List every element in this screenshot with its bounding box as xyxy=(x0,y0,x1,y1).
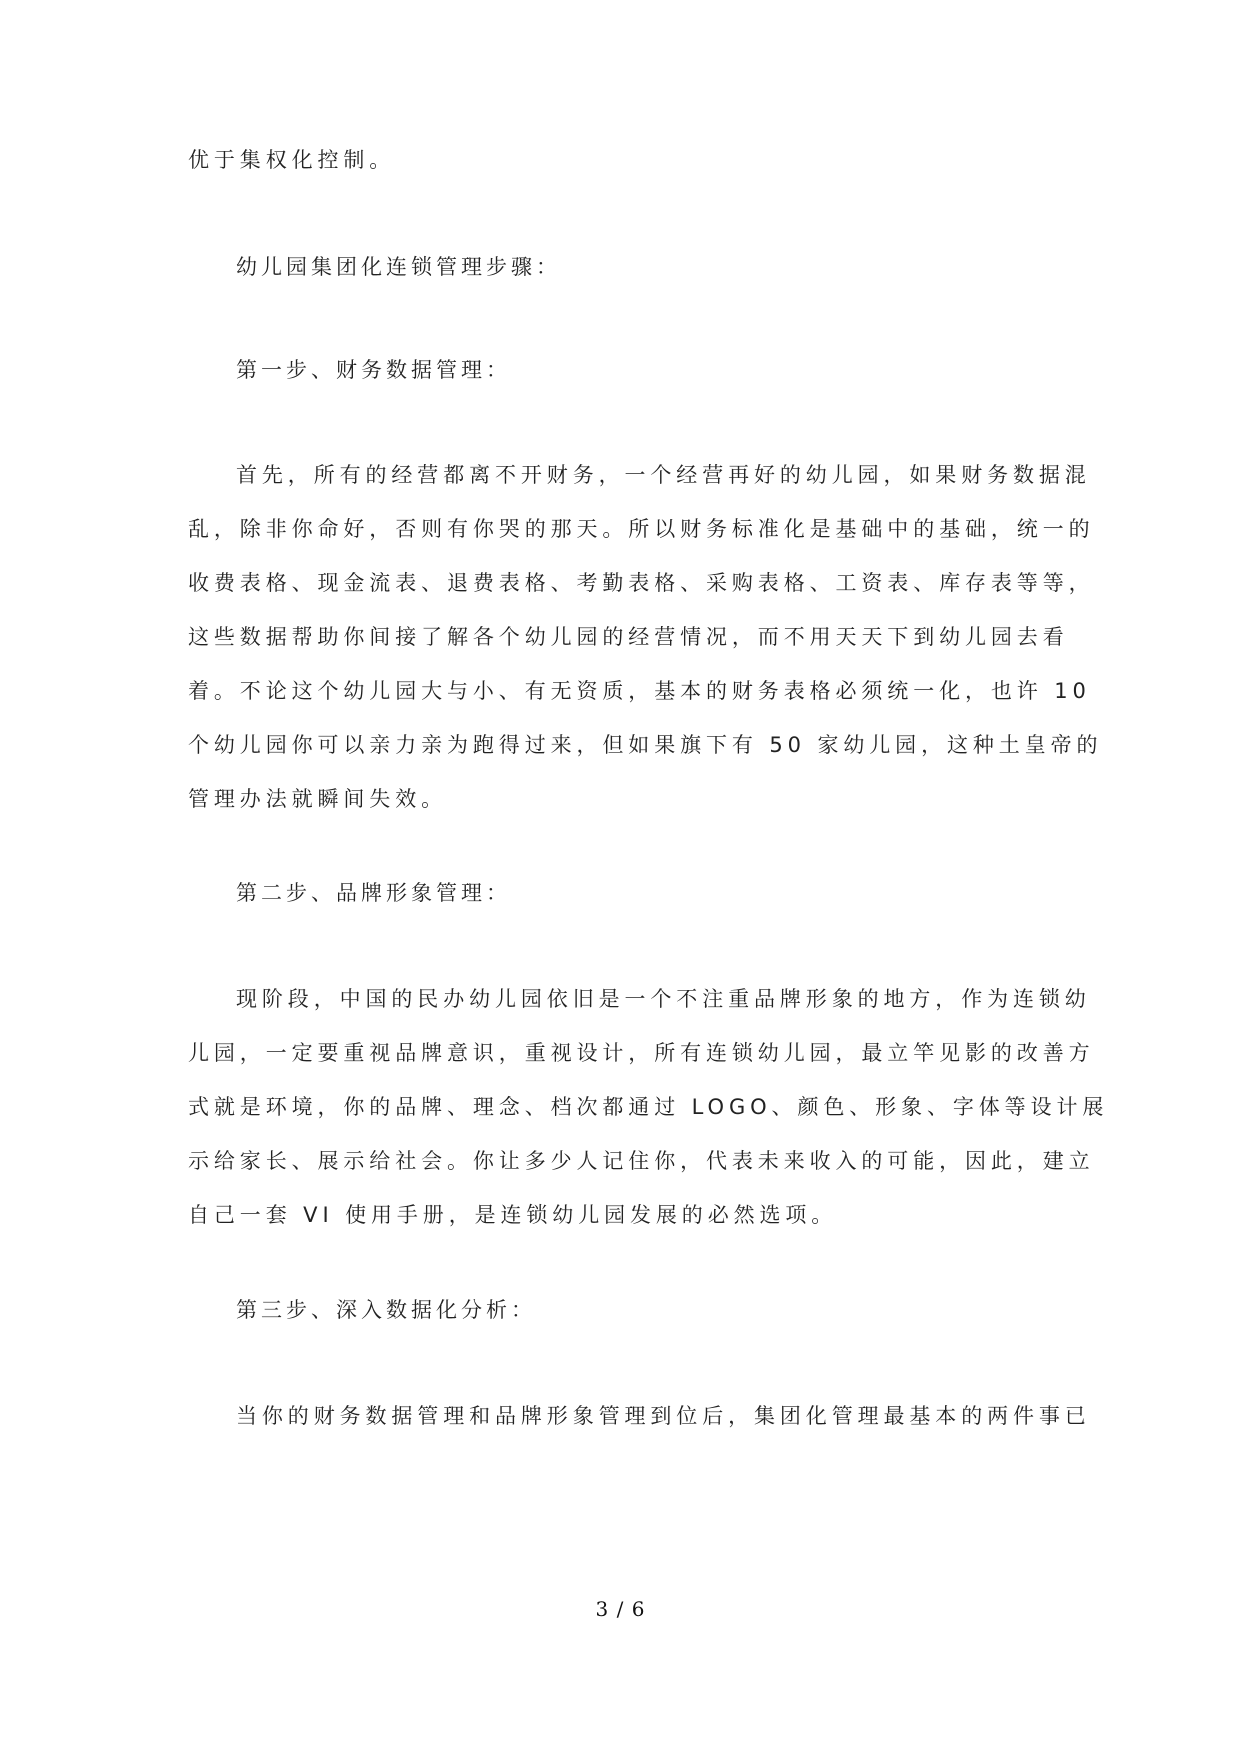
paragraph-line: 管理办法就瞬间失效。 xyxy=(188,787,447,811)
paragraph-line: 儿园，一定要重视品牌意识，重视设计，所有连锁幼儿园，最立竿见影的改善方 xyxy=(188,1041,1095,1065)
continued-paragraph-text: 优于集权化控制。 xyxy=(188,148,396,172)
paragraph-line: 这些数据帮助你间接了解各个幼儿园的经营情况，而不用天天下到幼儿园去看 xyxy=(188,625,1069,649)
page-number: 3 / 6 xyxy=(595,1597,646,1621)
paragraph-line: 首先，所有的经营都离不开财务，一个经营再好的幼儿园，如果财务数据混 xyxy=(236,463,1091,487)
paragraph-line: 着。不论这个幼儿园大与小、有无资质，基本的财务表格必须统一化，也许 10 xyxy=(188,679,1091,703)
section-heading: 幼儿园集团化连锁管理步骤： xyxy=(236,255,561,279)
step1-heading: 第一步、财务数据管理： xyxy=(236,358,511,382)
paragraph-line: 示给家长、展示给社会。你让多少人记住你，代表未来收入的可能，因此，建立 xyxy=(188,1149,1095,1173)
step3-heading: 第三步、深入数据化分析： xyxy=(236,1298,536,1322)
paragraph-line: 自己一套 VI 使用手册，是连锁幼儿园发展的必然选项。 xyxy=(188,1203,838,1227)
step2-heading: 第二步、品牌形象管理： xyxy=(236,881,511,905)
paragraph-line: 收费表格、现金流表、退费表格、考勤表格、采购表格、工资表、库存表等等， xyxy=(188,571,1095,595)
paragraph-line: 乱，除非你命好，否则有你哭的那天。所以财务标准化是基础中的基础，统一的 xyxy=(188,517,1095,541)
paragraph-line: 式就是环境，你的品牌、理念、档次都通过 LOGO、颜色、形象、字体等设计展 xyxy=(188,1095,1109,1119)
paragraph-line: 现阶段，中国的民办幼儿园依旧是一个不注重品牌形象的地方，作为连锁幼 xyxy=(236,987,1091,1011)
paragraph-line: 个幼儿园你可以亲力亲为跑得过来，但如果旗下有 50 家幼儿园，这种土皇帝的 xyxy=(188,733,1103,757)
paragraph-line: 当你的财务数据管理和品牌形象管理到位后，集团化管理最基本的两件事已 xyxy=(236,1404,1091,1428)
